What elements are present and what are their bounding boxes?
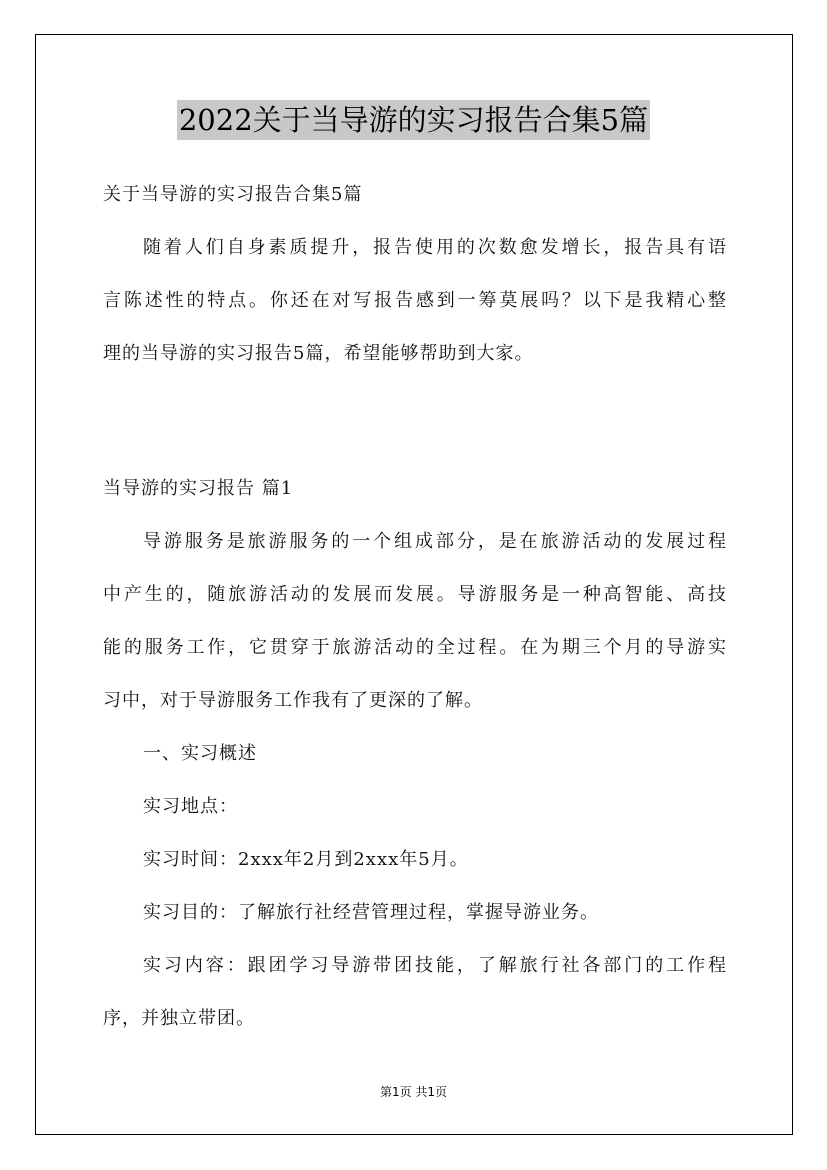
- purpose-paragraph: [103, 886, 727, 939]
- time-line: 实习时间：2xxx年2月到2xxx年5月。: [143, 849, 469, 870]
- overview-paragraph: [103, 727, 727, 780]
- blank-line: [103, 380, 727, 433]
- purpose-line: 实习目的：了解旅行社经营管理过程，掌握导游业务。: [143, 902, 599, 923]
- location-paragraph: [103, 780, 727, 833]
- document-title: 2022关于当导游的实习报告合集5篇: [177, 100, 650, 140]
- intro-paragraph: [103, 221, 727, 380]
- page-footer: 第1页 共1页: [379, 1085, 448, 1099]
- overview-heading: 一、实习概述: [143, 743, 257, 764]
- time-paragraph: [103, 833, 727, 886]
- intro-line: 言陈述性的特点。你还在对写报告感到一筹莫展吗？以下是我精心整: [103, 290, 727, 311]
- intro-line: 随着人们自身素质提升，报告使用的次数愈发增长，报告具有语: [143, 237, 727, 258]
- document-body: [103, 168, 727, 1045]
- content-line: 序，并独立带团。: [103, 1008, 255, 1029]
- body-line: 习中，对于导游服务工作我有了更深的了解。: [103, 690, 483, 711]
- body-paragraph: [103, 515, 727, 727]
- body-line: 能的服务工作，它贯穿于旅游活动的全过程。在为期三个月的导游实: [103, 637, 727, 658]
- body-line: 导游服务是旅游服务的一个组成部分，是在旅游活动的发展过程: [143, 531, 727, 552]
- body-line: 中产生的，随旅游活动的发展而发展。导游服务是一种高智能、高技: [103, 584, 727, 605]
- section-heading: 当导游的实习报告 篇1: [103, 478, 294, 499]
- title-area: [0, 100, 827, 140]
- content-line: 实习内容：跟团学习导游带团技能，了解旅行社各部门的工作程: [143, 955, 727, 976]
- document-subtitle: 关于当导游的实习报告合集5篇: [103, 184, 363, 205]
- spacer: [103, 433, 727, 462]
- content-paragraph: [103, 939, 727, 1045]
- intro-line: 理的当导游的实习报告5篇，希望能够帮助到大家。: [103, 343, 534, 364]
- location-line: 实习地点：: [143, 796, 238, 817]
